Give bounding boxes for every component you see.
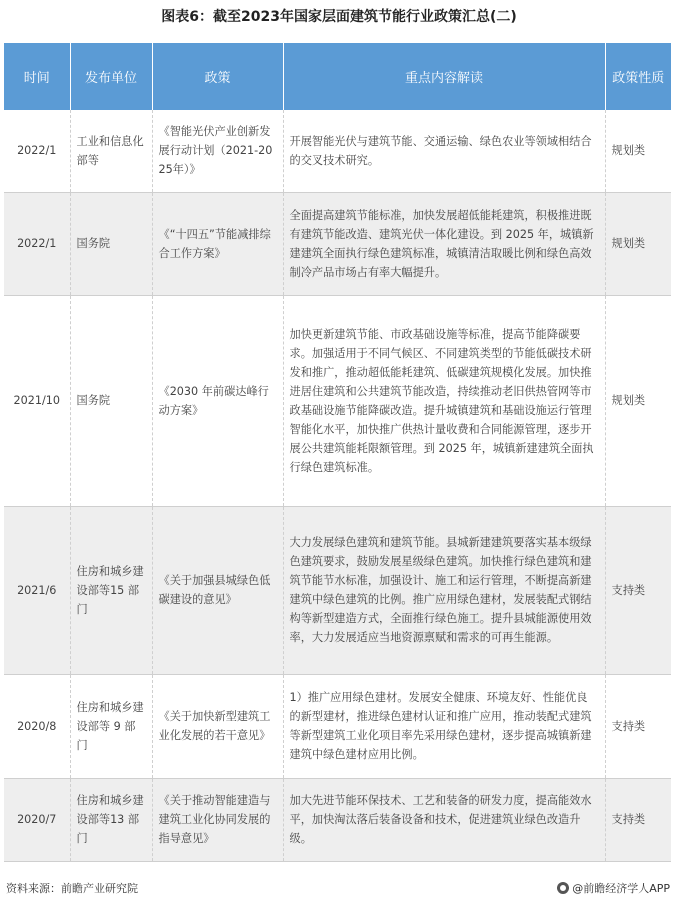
header-policy: 政策 <box>152 43 283 110</box>
cell-issuer: 国务院 <box>70 295 152 506</box>
cell-date: 2021/6 <box>4 506 70 674</box>
cell-issuer: 住房和城乡建设部等 9 部门 <box>70 674 152 778</box>
cell-policy: 《“十四五”节能减排综合工作方案》 <box>152 192 283 295</box>
cell-type: 规划类 <box>605 110 671 192</box>
cell-issuer: 住房和城乡建设部等13 部门 <box>70 778 152 861</box>
cell-date: 2020/8 <box>4 674 70 778</box>
cell-type: 支持类 <box>605 674 671 778</box>
source-note: 资料来源：前瞻产业研究院 <box>6 882 138 895</box>
table-row <box>4 110 671 192</box>
header-issuer: 发布单位 <box>70 43 152 110</box>
cell-content: 全面提高建筑节能标准，加快发展超低能耗建筑，积极推进既有建筑节能改造、建筑光伏一体化建设。到 2025 年，城镇新建建筑全面执行绿色建筑标准，城镇清洁取暖比例和绿色高效制冷产品市场占有率大幅提升。 <box>283 192 605 295</box>
cell-date: 2020/7 <box>4 778 70 861</box>
cell-type: 支持类 <box>605 778 671 861</box>
cell-policy: 《智能光伏产业创新发展行动计划（2021-2025年）》 <box>152 110 283 192</box>
cell-date: 2021/10 <box>4 295 70 506</box>
cell-content: 开展智能光伏与建筑节能、交通运输、绿色农业等领域相结合的交叉技术研究。 <box>283 110 605 192</box>
cell-content: 加大先进节能环保技术、工艺和装备的研发力度，提高能效水平，加快淘汰落后装备设备和技术，促进建筑业绿色改造升级。 <box>283 778 605 861</box>
cell-issuer: 住房和城乡建设部等15 部门 <box>70 506 152 674</box>
table-row <box>4 778 671 861</box>
brand-logo-icon <box>557 882 569 894</box>
table-row <box>4 506 671 674</box>
cell-content: 大力发展绿色建筑和建筑节能。县城新建建筑要落实基本级绿色建筑要求，鼓励发展星级绿色建筑。加快推行绿色建筑和建筑节能节水标准，加强设计、施工和运行管理，不断提高新建建筑中绿色建筑的比例。推广应用绿色建材，发展装配式钢结构等新型建造方式，全面推行绿色施工。提升县城能源使用效率，大力发展适应当地资源禀赋和需求的可再生能源。 <box>283 506 605 674</box>
cell-policy: 《关于加快新型建筑工业化发展的若干意见》 <box>152 674 283 778</box>
header-content: 重点内容解读 <box>283 43 605 110</box>
cell-issuer: 工业和信息化部等 <box>70 110 152 192</box>
table-header-row <box>4 43 671 110</box>
cell-issuer: 国务院 <box>70 192 152 295</box>
header-date: 时间 <box>4 43 70 110</box>
table-row <box>4 295 671 506</box>
policy-table <box>4 43 671 862</box>
table-row <box>4 192 671 295</box>
brand-text: @前瞻经济学人APP <box>572 882 670 895</box>
cell-date: 2022/1 <box>4 110 70 192</box>
cell-type: 规划类 <box>605 192 671 295</box>
brand-credit <box>557 880 670 896</box>
header-type: 政策性质 <box>605 43 671 110</box>
table-row <box>4 674 671 778</box>
cell-policy: 《关于推动智能建造与建筑工业化协同发展的指导意见》 <box>152 778 283 861</box>
cell-type: 规划类 <box>605 295 671 506</box>
cell-date: 2022/1 <box>4 192 70 295</box>
cell-content: 1）推广应用绿色建材。发展安全健康、环境友好、性能优良的新型建材，推进绿色建材认证和推广应用，推动装配式建筑等新型建筑工业化项目率先采用绿色建材，逐步提高城镇新建建筑中绿色建材应用比例。 <box>283 674 605 778</box>
cell-policy: 《2030 年前碳达峰行动方案》 <box>152 295 283 506</box>
cell-policy: 《关于加强县城绿色低碳建设的意见》 <box>152 506 283 674</box>
cell-type: 支持类 <box>605 506 671 674</box>
cell-content: 加快更新建筑节能、市政基础设施等标准，提高节能降碳要求。加强适用于不同气候区、不同建筑类型的节能低碳技术研发和推广，推动超低能耗建筑、低碳建筑规模化发展。加快推进居住建筑和公共建筑节能改造，持续推动老旧供热管网等市政基础设施节能降碳改造。提升城镇建筑和基础设施运行管理智能化水平，加快推广供热计量收费和合同能源管理，逐步开展公共建筑能耗限额管理。到 2025 年，城镇新建建筑全面执行绿色建筑标准。 <box>283 295 605 506</box>
figure-title: 图表6：截至2023年国家层面建筑节能行业政策汇总(二) <box>161 9 517 25</box>
